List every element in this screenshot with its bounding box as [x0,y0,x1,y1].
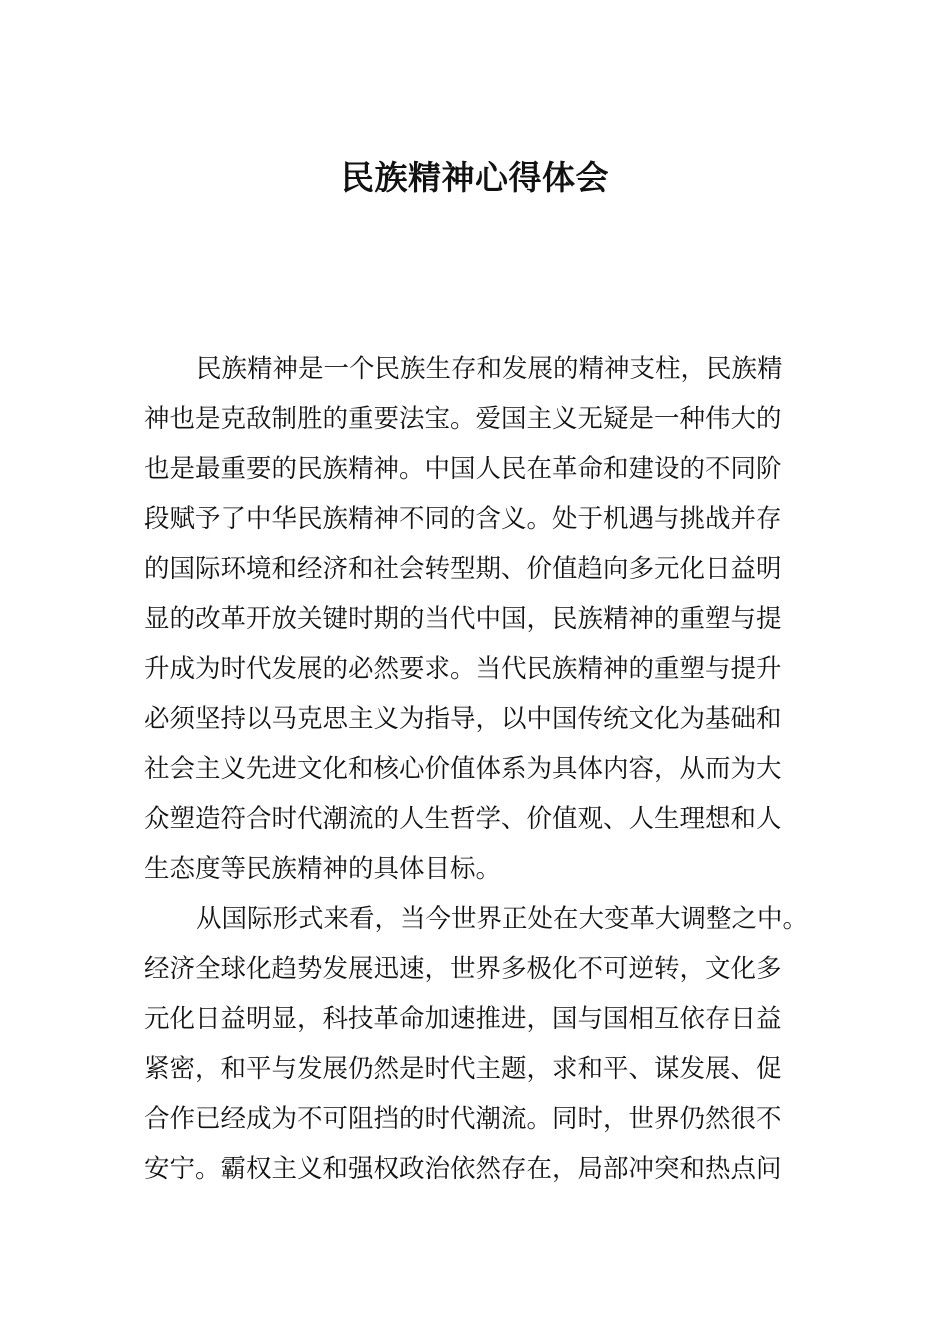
paragraph-2-line-5: 合作已经成为不可阻挡的时代潮流。同时，世界仍然很不 [144,1104,782,1134]
paragraph-1-line-2: 神也是克敌制胜的重要法宝。爱国主义无疑是一种伟大的 [144,404,782,434]
paragraph-1-line-11: 生态度等民族精神的具体目标。 [144,854,502,884]
paragraph-1-line-9: 社会主义先进文化和核心价值体系为具体内容，从而为大 [144,754,782,784]
paragraph-2-line-6: 安宁。霸权主义和强权政治依然存在，局部冲突和热点问 [144,1154,782,1184]
document-body [144,344,810,1194]
paragraph-2-line-3: 元化日益明显，科技革命加速推进，国与国相互依存日益 [144,1004,782,1034]
paragraph-1-line-1: 民族精神是一个民族生存和发展的精神支柱，民族精 [196,354,783,384]
paragraph-1-line-10: 众塑造符合时代潮流的人生哲学、价值观、人生理想和人 [144,804,782,834]
document-title: 民族精神心得体会 [341,158,609,197]
paragraph-2-line-1: 从国际形式来看，当今世界正处在大变革大调整之中。 [196,904,809,934]
paragraph-1-line-8: 必须坚持以马克思主义为指导，以中国传统文化为基础和 [144,704,782,734]
paragraph-1-line-4: 段赋予了中华民族精神不同的含义。处于机遇与挑战并存 [144,504,782,534]
paragraph-1-line-5: 的国际环境和经济和社会转型期、价值趋向多元化日益明 [144,554,782,584]
paragraph-1-line-6: 显的改革开放关键时期的当代中国，民族精神的重塑与提 [144,604,782,634]
paragraph-2-line-4: 紧密，和平与发展仍然是时代主题，求和平、谋发展、促 [144,1054,782,1084]
paragraph-1-line-3: 也是最重要的民族精神。中国人民在革命和建设的不同阶 [144,454,782,484]
paragraph-2-line-2: 经济全球化趋势发展迅速，世界多极化不可逆转，文化多 [144,954,782,984]
paragraph-1-line-7: 升成为时代发展的必然要求。当代民族精神的重塑与提升 [144,654,782,684]
